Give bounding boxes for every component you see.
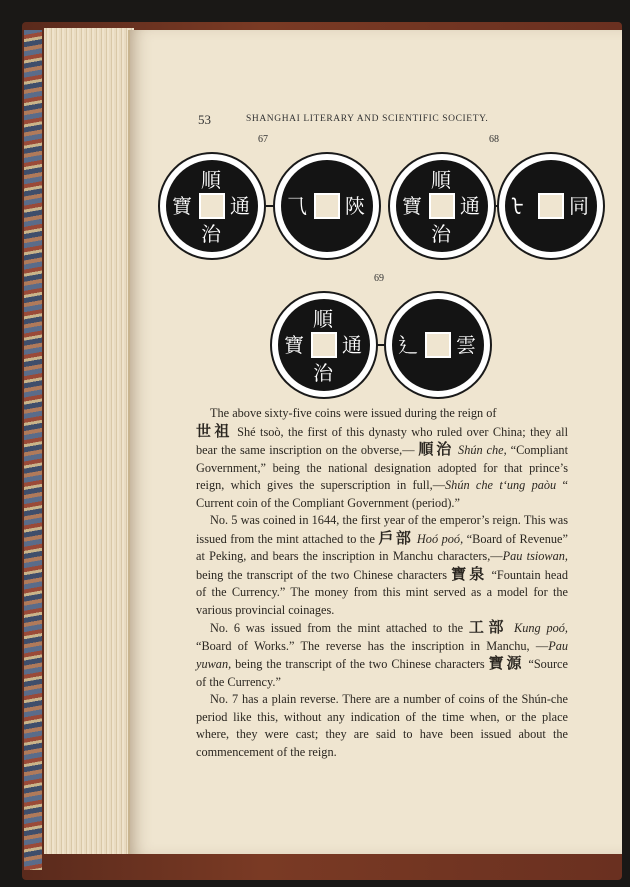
body-text: [196, 405, 568, 761]
coin-67-reverse: ⺄ 陝: [273, 152, 381, 260]
coin-number-69: 69: [374, 273, 384, 284]
paragraph-3: No. 6 was issued from the mint attached to the 工部 Kung poó, “Board of Works.” The reverse has the inscription in Manchu, —Pau yuwan, being the transcript of the two Chinese characters 寶源 “Source of the Currency.”: [196, 618, 568, 689]
paragraph-2: No. 5 was coined in 1644, the first year of the emperor’s reign. This was issued from the mint attached to the 戶部 Hoó poó, “Board of Revenue” at Peking, and bears the inscription in Manchu characters,—Pau tsiowan, being the transcript of the two Chinese characters 寶泉 “Fountain head of the Currency.” The money from this mint served as a model for the various provincial coinages.: [196, 513, 568, 617]
coin-number-67: 67: [258, 134, 268, 145]
coin-69-obverse: 順 治 寶 通: [270, 291, 378, 399]
coin-number-68: 68: [489, 134, 499, 145]
coin-68-obverse: 順 治 寶 通: [388, 152, 496, 260]
paragraph-1: The above sixty-five coins were issued during the reign of 世祖 Shé tsoò, the first of this dynasty who ruled over China; they all bear the same inscription on the obverse,— 順治 Shún che, “Compliant Government,” being the national designation adopted for that prince’s reign, which gives the superscription in full,—Shún che t‘ung paòu “ Current coin of the Compliant Government (period).”: [196, 406, 568, 510]
marbled-edge: [24, 30, 42, 870]
coin-67-obverse: 順 治 寶 通: [158, 152, 266, 260]
page-edges: [44, 28, 134, 854]
paragraph-4: No. 7 has a plain reverse. There are a number of coins of the Shún-che period like this, without any indication of the time when, or the place where, they were cast; they are said to have been issued about the commencement of the reign.: [196, 692, 568, 759]
running-title: SHANGHAI LITERARY AND SCIENTIFIC SOCIETY.: [246, 114, 489, 124]
coin-68-reverse: ᡶ 同: [497, 152, 605, 260]
coin-69-reverse: ⻎ 雲: [384, 291, 492, 399]
page-header: [160, 112, 560, 128]
page-number: 53: [198, 112, 211, 127]
gutter: [128, 30, 130, 854]
